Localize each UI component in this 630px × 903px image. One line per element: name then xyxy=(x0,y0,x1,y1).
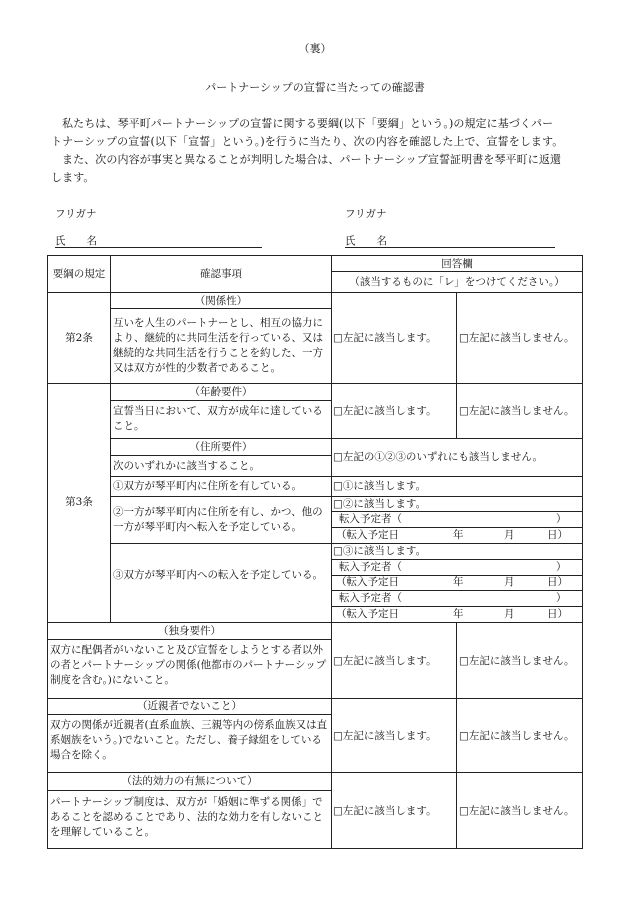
kin-text: 双方の関係が近親者(直系血族、三親等内の傍系血族又は直系姻族をいう。)でないこと。ただし、養子縁組をしている場合を除く。 xyxy=(50,719,328,761)
address-heading: （住所要件） xyxy=(189,441,253,453)
option-2-year: 年 xyxy=(453,529,464,541)
legal-no-checkbox[interactable]: □左記に該当しません。 xyxy=(459,805,575,817)
article-3-label: 第3条 xyxy=(65,496,93,508)
legal-text: パートナーシップ制度は、双方が「婚姻に準ずる関係」であることを認めることであり、法的な効力を有しないことを理解していること。 xyxy=(50,796,323,838)
option-1-text: ①双方が琴平町内に住所を有している。 xyxy=(113,480,302,492)
col-header-answer: 回答欄 xyxy=(441,258,473,270)
relationship-yes-checkbox[interactable]: □左記に該当します。 xyxy=(333,332,437,344)
name-label-right: 氏 名 xyxy=(345,235,387,247)
single-yes-checkbox[interactable]: □左記に該当します。 xyxy=(333,655,437,667)
relationship-text: 互いを人生のパートナーとし、相互の協力により、継続的に共同生活を行っている、又は継続的な共同生活を行うことを約した、一方又は双方が性的少数者であること。 xyxy=(113,317,323,374)
age-yes-checkbox[interactable]: □左記に該当します。 xyxy=(333,405,437,417)
document-title: パートナーシップの宣誓に当たっての確認書 xyxy=(205,81,425,94)
single-text: 双方に配偶者がいないこと及び宣誓をしようとする者以外の者とパートナーシップの関係(他都市のパートナーシップ制度を含む。)にないこと。 xyxy=(50,644,327,686)
option-3-month-a: 月 xyxy=(504,576,515,588)
option-2-day: 日） xyxy=(547,529,568,541)
age-heading: （年齢要件） xyxy=(189,386,253,398)
side-mark: （裏） xyxy=(298,42,332,55)
option-3-person-a-label: 転入予定者（ xyxy=(339,561,402,573)
address-none-checkbox[interactable]: □左記の①②③のいずれにも該当しません。 xyxy=(333,451,544,463)
address-intro: 次のいずれかに該当すること。 xyxy=(113,460,260,472)
option-3-checkbox[interactable]: □③に該当します。 xyxy=(333,545,427,557)
option-2-person-label: 転入予定者（ xyxy=(339,513,402,525)
option-3-person-b-label: 転入予定者（ xyxy=(339,592,402,604)
relationship-heading: （関係性） xyxy=(194,295,248,307)
option-2-checkbox[interactable]: □②に該当します。 xyxy=(333,498,427,510)
col-header-item: 確認事項 xyxy=(200,268,242,280)
age-text: 宣誓当日において、双方が成年に達していること。 xyxy=(113,405,323,432)
option-3-person-b-close: ） xyxy=(556,592,567,604)
option-3-day-b: 日） xyxy=(547,608,568,620)
intro-line: トナーシップの宣誓(以下「宣誓」という。)を行うに当たり、次の内容を確認した上で、宣誓をします。 xyxy=(51,135,564,148)
option-3-month-b: 月 xyxy=(504,608,515,620)
col-header-answer-note: （該当するものに「レ」をつけてください。） xyxy=(349,276,565,288)
option-3-day-a: 日） xyxy=(547,576,568,588)
option-3-year-a: 年 xyxy=(453,576,464,588)
legal-heading: （法的効力の有無について） xyxy=(121,775,258,787)
intro-line: 私たちは、琴平町パートナーシップの宣誓に関する要綱(以下「要綱」という。)の規定に基づくパー xyxy=(62,117,554,130)
single-no-checkbox[interactable]: □左記に該当しません。 xyxy=(459,655,575,667)
option-2-date-label: （転入予定日 xyxy=(336,529,399,541)
age-no-checkbox[interactable]: □左記に該当しません。 xyxy=(459,405,575,417)
option-3-text: ③双方が琴平町内への転入を予定している。 xyxy=(113,569,323,581)
intro-line: します。 xyxy=(51,171,95,184)
furigana-label-right: フリガナ xyxy=(345,208,387,220)
kin-no-checkbox[interactable]: □左記に該当しません。 xyxy=(459,730,575,742)
option-3-date-a-label: （転入予定日 xyxy=(336,576,399,588)
kin-yes-checkbox[interactable]: □左記に該当します。 xyxy=(333,730,437,742)
intro-line: また、次の内容が事実と異なることが判明した場合は、パートナーシップ宣誓証明書を琴平町に返還 xyxy=(62,153,562,166)
article-2-label: 第2条 xyxy=(65,332,93,344)
option-2-text: ②一方が琴平町内に住所を有し、かつ、他の一方が琴平町内へ転入を予定している。 xyxy=(113,506,323,533)
single-heading: （独身要件） xyxy=(158,625,221,637)
option-2-person-close: ） xyxy=(556,513,567,525)
furigana-label-left: フリガナ xyxy=(55,208,97,220)
col-header-rule: 要綱の規定 xyxy=(52,268,106,280)
option-1-checkbox[interactable]: □①に該当します。 xyxy=(333,480,427,492)
name-label-left: 氏 名 xyxy=(55,235,97,247)
relationship-no-checkbox[interactable]: □左記に該当しません。 xyxy=(459,332,575,344)
option-3-person-a-close: ） xyxy=(556,561,567,573)
option-3-date-b-label: （転入予定日 xyxy=(336,608,399,620)
legal-yes-checkbox[interactable]: □左記に該当します。 xyxy=(333,805,437,817)
option-2-month: 月 xyxy=(504,529,515,541)
kin-heading: （近親者でないこと） xyxy=(137,700,242,712)
option-3-year-b: 年 xyxy=(453,608,464,620)
